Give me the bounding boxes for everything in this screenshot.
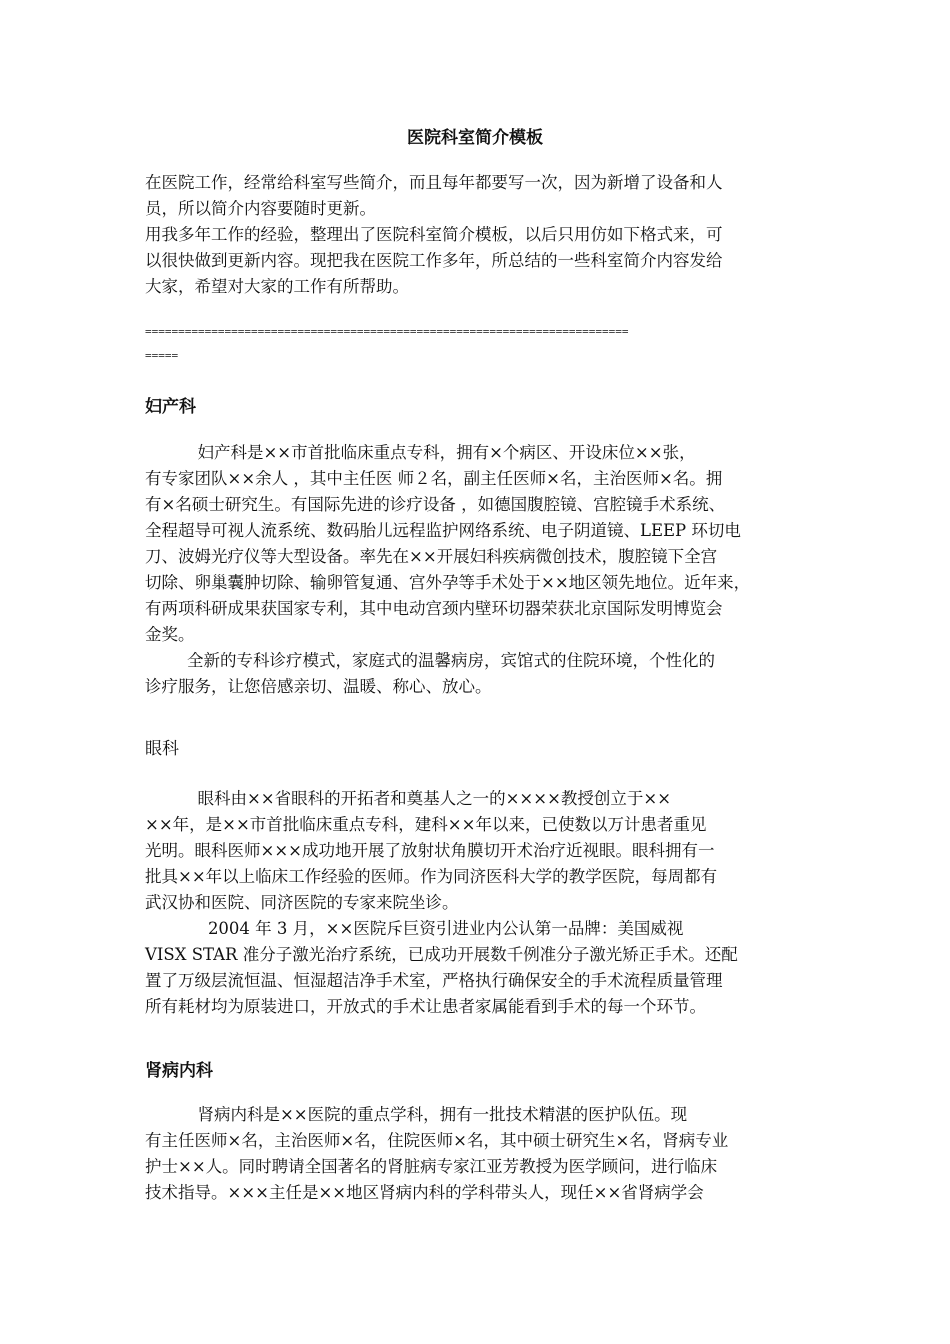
paragraph-line: VISX STAR 准分子激光治疗系统，已成功开展数千例准分子激光矫正手术。还配 [145,945,738,964]
section-heading-ophthalmology: 眼科 [145,739,179,759]
section-paragraph-obgyn [145,440,815,700]
paragraph-line: 刀、波姆光疗仪等大型设备。率先在××开展妇科疾病微创技术，腹腔镜下全宫 [145,547,718,566]
paragraph-line: 切除、卵巢囊肿切除、输卵管复通、宫外孕等手术处于××地区领先地位。近年来， [145,573,751,592]
separator-line: ========================================================================= [145,325,629,338]
paragraph-line: 诊疗服务，让您倍感亲切、温暖、称心、放心。 [145,677,492,696]
paragraph-line: 光明。眼科医师×××成功地开展了放射状角膜切开术治疗近视眼。眼科拥有一 [145,841,715,860]
paragraph-line: 有×名硕士研究生。有国际先进的诊疗设备 ，如德国腹腔镜、宫腔镜手术系统、 [145,495,726,514]
section-heading-obgyn: 妇产科 [145,397,196,417]
intro-line: 大家，希望对大家的工作有所帮助。 [145,277,409,296]
paragraph-line: 护士××人。同时聘请全国著名的肾脏病专家江亚芳教授为医学顾问，进行临床 [145,1157,718,1176]
paragraph-line: 全新的专科诊疗模式，家庭式的温馨病房，宾馆式的住院环境，个性化的 [145,651,715,670]
paragraph-line: 金奖。 [145,625,195,644]
paragraph-line: 有专家团队××余人 ，其中主任医 师２名，副主任医师×名，主治医师×名。拥 [145,469,723,488]
paragraph-line: 有两项科研成果获国家专利，其中电动宫颈内壁环切器荣获北京国际发明博览会 [145,599,723,618]
paragraph-line: 全程超导可视人流系统、数码胎儿远程监护网络系统、电子阴道镜、LEEP 环切电 [145,521,741,540]
section-heading-nephrology: 肾病内科 [145,1061,213,1081]
paragraph-line: 肾病内科是××医院的重点学科，拥有一批技术精湛的医护队伍。现 [145,1105,688,1124]
intro-line: 在医院工作，经常给科室写些简介，而且每年都要写一次，因为新增了设备和人 [145,173,723,192]
paragraph-line: ××年，是××市首批临床重点专科，建科××年以来，已使数以万计患者重见 [145,815,707,834]
intro-line: 以很快做到更新内容。现把我在医院工作多年，所总结的一些科室简介内容发给 [145,251,723,270]
intro-line: 员，所以简介内容要随时更新。 [145,199,376,218]
document-title: 医院科室简介模板 [407,128,543,148]
separator-line: ===== [145,349,179,362]
section-paragraph-ophthalmology [145,786,815,1020]
intro-line: 用我多年工作的经验，整理出了医院科室简介模板，以后只用仿如下格式来，可 [145,225,723,244]
paragraph-line: 有主任医师×名，主治医师×名，住院医师×名，其中硕士研究生×名，肾病专业 [145,1131,729,1150]
paragraph-line: 技术指导。×××主任是××地区肾病内科的学科带头人，现任××省肾病学会 [145,1183,704,1202]
paragraph-line: 置了万级层流恒温、恒湿超洁净手术室，严格执行确保安全的手术流程质量管理 [145,971,723,990]
paragraph-line: 2004 年 3 月，××医院斥巨资引进业内公认第一品牌：美国威视 [145,919,684,938]
paragraph-line: 眼科由××省眼科的开拓者和奠基人之一的××××教授创立于×× [145,789,672,808]
paragraph-line: 妇产科是××市首批临床重点专科，拥有×个病区、开设床位××张， [145,443,696,462]
paragraph-line: 武汉协和医院、同济医院的专家来院坐诊。 [145,893,459,912]
paragraph-line: 批具××年以上临床工作经验的医师。作为同济医科大学的教学医院，每周都有 [145,867,718,886]
paragraph-line: 所有耗材均为原装进口，开放式的手术让患者家属能看到手术的每一个环节。 [145,997,706,1016]
intro-paragraph [145,170,815,300]
section-paragraph-nephrology [145,1102,815,1206]
